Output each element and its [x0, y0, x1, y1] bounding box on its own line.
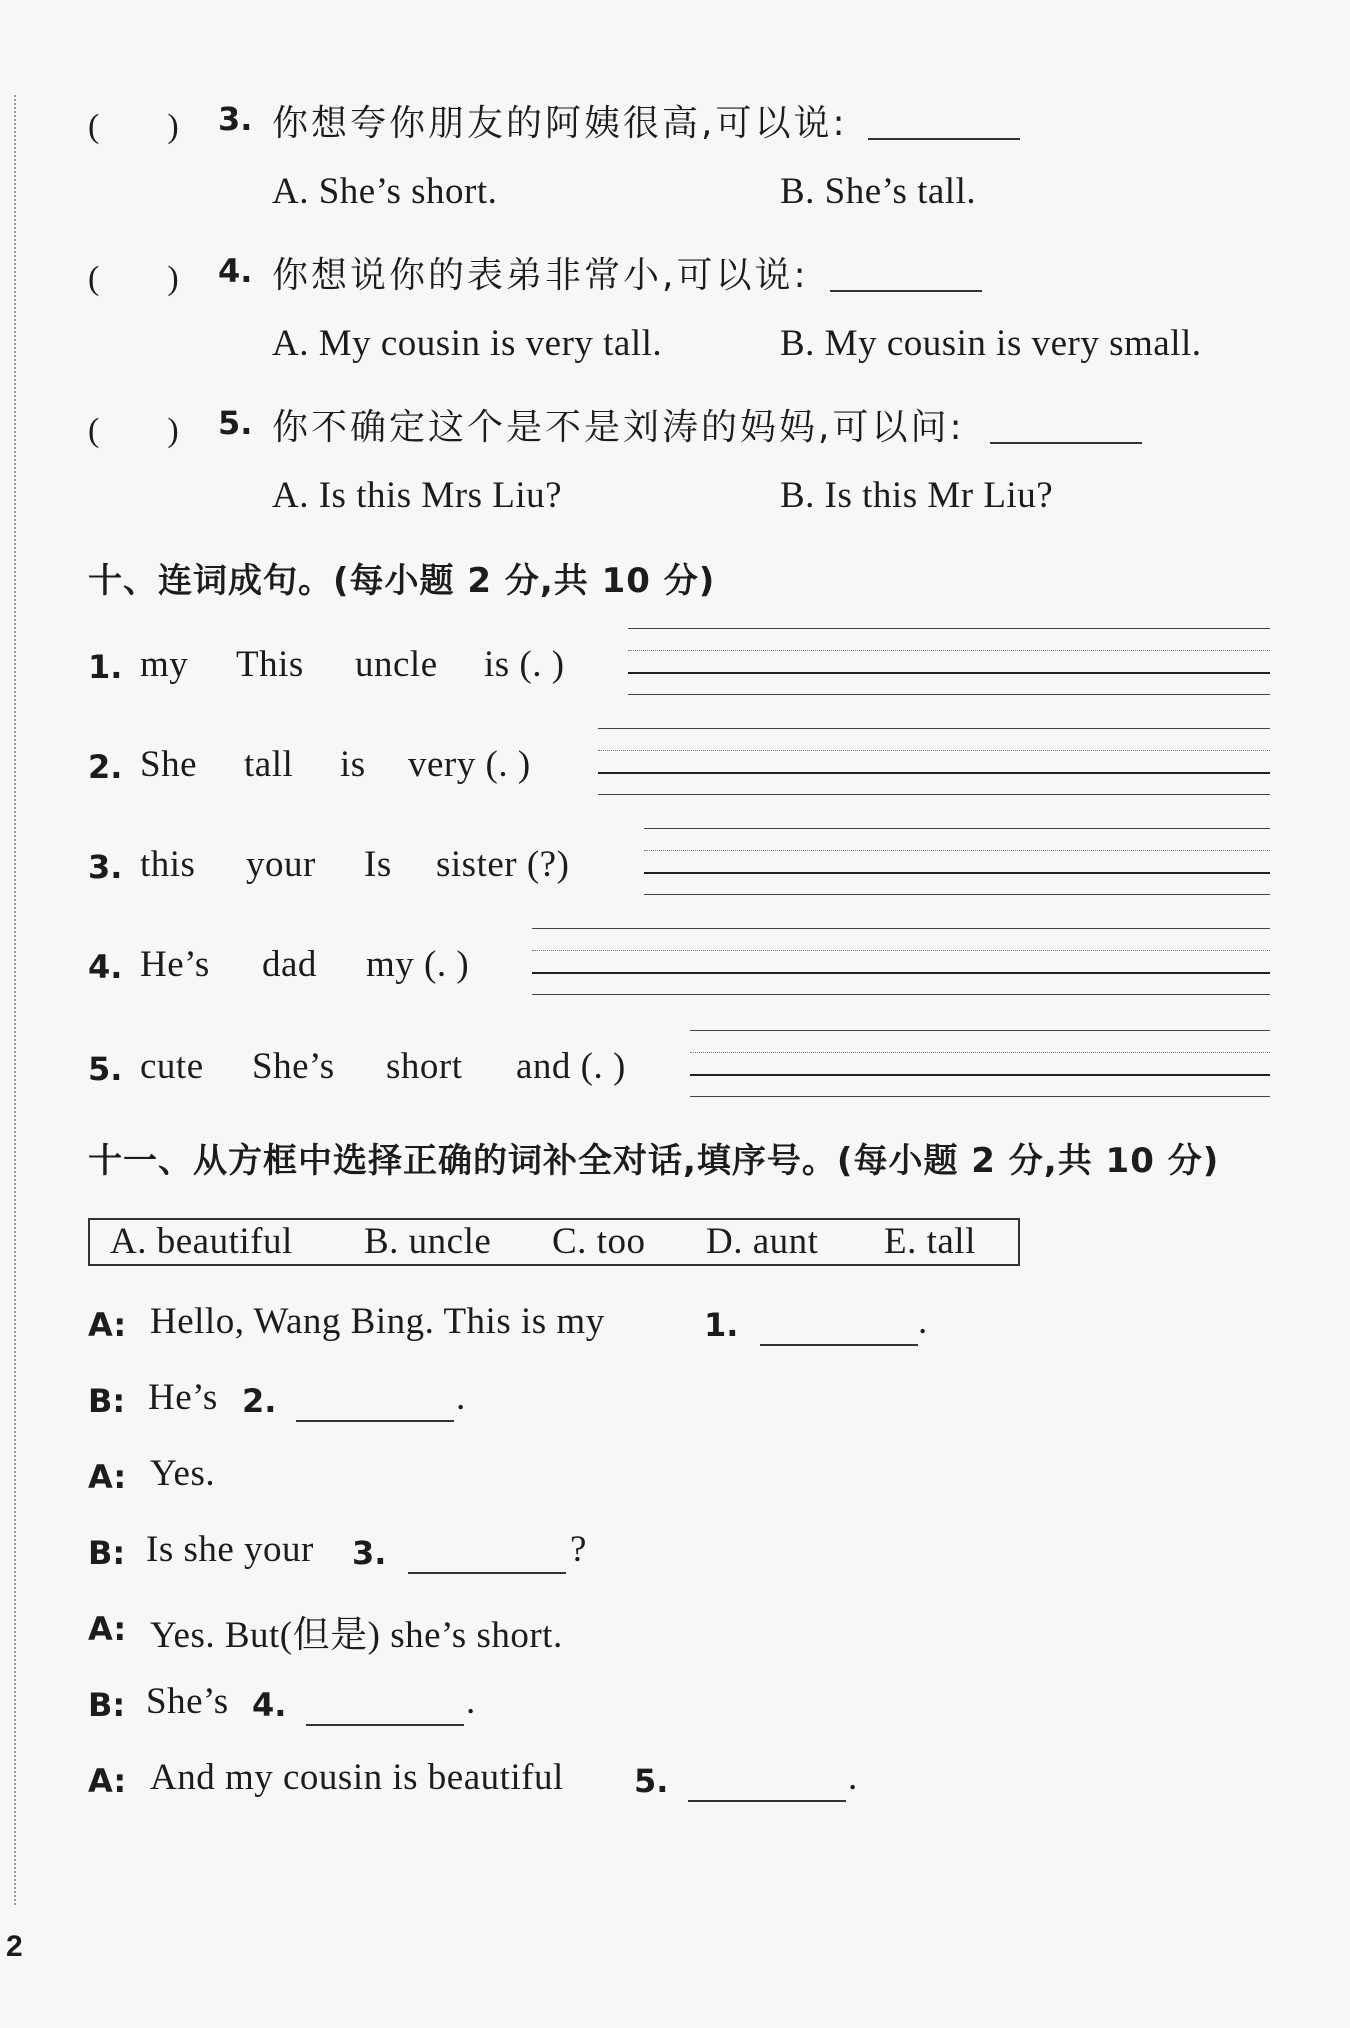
question-prompt: 你想说你的表弟非常小,可以说: — [272, 255, 809, 296]
blank-number: 1. — [704, 1306, 739, 1344]
dialogue-speaker: B: — [88, 1534, 126, 1572]
option-b: B. My cousin is very small. — [780, 323, 1202, 364]
option-a: A. Is this Mrs Liu? — [272, 475, 563, 516]
item-number: 5. — [88, 1050, 123, 1088]
dialogue-punctuation: . — [848, 1757, 858, 1798]
dialogue-text: He’s — [148, 1377, 218, 1418]
item-number: 4. — [88, 948, 123, 986]
scrambled-word: tall — [244, 744, 294, 785]
dialogue-speaker: A: — [88, 1306, 127, 1344]
dialogue-speaker: B: — [88, 1686, 126, 1724]
writing-lines[interactable] — [532, 928, 1270, 994]
dialogue-text: Hello, Wang Bing. This is my — [150, 1301, 605, 1342]
dialogue-text: Yes. — [150, 1453, 216, 1494]
writing-lines[interactable] — [690, 1030, 1270, 1096]
item-number: 2. — [88, 748, 123, 786]
scrambled-word: and (. ) — [516, 1046, 626, 1087]
question-number: 4. — [218, 252, 253, 290]
item-number: 1. — [88, 648, 123, 686]
blank-number: 5. — [634, 1762, 669, 1800]
binding-margin-line — [14, 95, 16, 1905]
dialogue-speaker: B: — [88, 1382, 126, 1420]
word-bank-option: B. uncle — [364, 1221, 492, 1262]
question-prompt: 你不确定这个是不是刘涛的妈妈,可以问: — [272, 407, 965, 448]
option-a: A. She’s short. — [272, 171, 498, 212]
answer-blank[interactable] — [868, 138, 1020, 140]
item-number: 3. — [88, 848, 123, 886]
blank-number: 4. — [252, 1686, 287, 1724]
dialogue-blank[interactable] — [760, 1344, 918, 1346]
dialogue-text: Is she your — [146, 1529, 314, 1570]
dialogue-punctuation: . — [456, 1377, 466, 1418]
word-bank-option: C. too — [552, 1221, 646, 1262]
scrambled-word: This — [236, 644, 304, 685]
scrambled-word: uncle — [355, 644, 438, 685]
dialogue-speaker: A: — [88, 1610, 127, 1648]
scrambled-word: is — [340, 744, 366, 785]
dialogue-punctuation: . — [918, 1301, 928, 1342]
question-number: 5. — [218, 404, 253, 442]
answer-paren[interactable]: ( ) — [88, 260, 179, 297]
dialogue-blank[interactable] — [296, 1420, 454, 1422]
word-bank-option: E. tall — [884, 1221, 976, 1262]
scrambled-word: your — [246, 844, 316, 885]
option-b: B. Is this Mr Liu? — [780, 475, 1054, 516]
answer-paren[interactable]: ( ) — [88, 412, 179, 449]
scrambled-word: very (. ) — [408, 744, 531, 785]
writing-lines[interactable] — [644, 828, 1270, 894]
dialogue-text: Yes. But(但是) she’s short. — [150, 1615, 563, 1656]
word-bank-option: D. aunt — [706, 1221, 819, 1262]
dialogue-blank[interactable] — [306, 1724, 464, 1726]
scrambled-word: cute — [140, 1046, 204, 1087]
dialogue-blank[interactable] — [408, 1572, 566, 1574]
answer-blank[interactable] — [990, 442, 1142, 444]
blank-number: 2. — [242, 1382, 277, 1420]
option-b: B. She’s tall. — [780, 171, 977, 212]
dialogue-punctuation: . — [466, 1681, 476, 1722]
scrambled-word: sister (?) — [436, 844, 570, 885]
scrambled-word: my — [140, 644, 189, 685]
scrambled-word: this — [140, 844, 196, 885]
dialogue-speaker: A: — [88, 1762, 127, 1800]
section-ten-heading: 十、连词成句。(每小题 2 分,共 10 分) — [88, 561, 716, 601]
writing-lines[interactable] — [628, 628, 1270, 694]
scrambled-word: She — [140, 744, 197, 785]
scrambled-word: is (. ) — [484, 644, 565, 685]
scrambled-word: He’s — [140, 944, 210, 985]
dialogue-text: She’s — [146, 1681, 229, 1722]
dialogue-blank[interactable] — [688, 1800, 846, 1802]
scrambled-word: short — [386, 1046, 463, 1087]
writing-lines[interactable] — [598, 728, 1270, 794]
word-bank-option: A. beautiful — [110, 1221, 293, 1262]
scrambled-word: She’s — [252, 1046, 335, 1087]
answer-blank[interactable] — [830, 290, 982, 292]
option-a: A. My cousin is very tall. — [272, 323, 663, 364]
question-prompt: 你想夸你朋友的阿姨很高,可以说: — [272, 103, 848, 144]
section-eleven-heading: 十一、从方框中选择正确的词补全对话,填序号。(每小题 2 分,共 10 分) — [88, 1141, 1220, 1181]
answer-paren[interactable]: ( ) — [88, 108, 179, 145]
scrambled-word: my (. ) — [366, 944, 470, 985]
scrambled-word: dad — [262, 944, 317, 985]
blank-number: 3. — [352, 1534, 387, 1572]
dialogue-text: And my cousin is beautiful — [150, 1757, 564, 1798]
scrambled-word: Is — [364, 844, 392, 885]
dialogue-speaker: A: — [88, 1458, 127, 1496]
question-number: 3. — [218, 100, 253, 138]
page-number: 2 — [6, 1930, 23, 1963]
dialogue-punctuation: ? — [570, 1529, 587, 1570]
